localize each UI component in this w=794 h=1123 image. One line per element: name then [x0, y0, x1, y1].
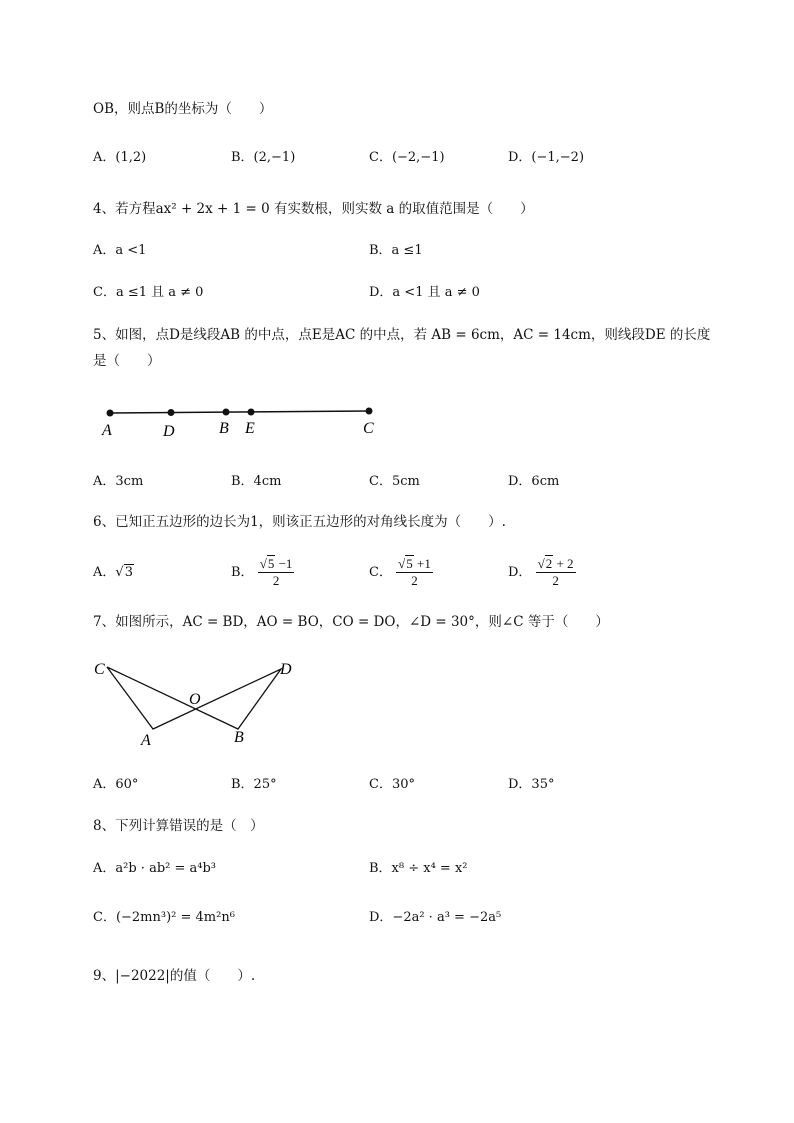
sqrt-icon: √5 — [398, 556, 413, 571]
q8-option-c: C．(−2mn³)² = 4m²n⁶ — [93, 910, 235, 925]
q5-option-a: A．3cm — [93, 474, 144, 489]
q3-option-c: C．(−2,−1) — [369, 150, 445, 165]
sqrt-icon: √3 — [115, 565, 133, 580]
label-o: O — [189, 691, 201, 708]
q7-stem: 7、如图所示，AC = BD，AO = BO，CO = DO，∠D = 30°，则∠C 等于（ ） — [93, 614, 609, 630]
q5-segment-figure — [95, 398, 395, 440]
q4-option-b: B．a ≤1 — [369, 243, 423, 258]
q8-option-d: D．−2a² · a³ = −2a⁵ — [369, 910, 502, 925]
q6-stem: 6、已知正五边形的边长为1，则该正五边形的对角线长度为（ ）. — [93, 514, 506, 530]
q7-option-c: C．30° — [369, 777, 415, 792]
q4-option-d: D．a <1 且 a ≠ 0 — [369, 285, 480, 300]
label-d: D — [163, 423, 175, 440]
q6-option-d-letter: D． — [508, 565, 532, 580]
label-a: A — [102, 422, 112, 439]
label-d: D — [280, 661, 292, 678]
q6-option-b — [231, 556, 294, 589]
q5-stem-line2: 是（ ） — [93, 353, 161, 369]
q6-option-b-letter: B． — [231, 565, 254, 580]
label-c: C — [94, 661, 105, 678]
point-a — [107, 410, 114, 417]
point-d — [168, 409, 175, 416]
point-c — [366, 408, 373, 415]
label-c: C — [363, 420, 374, 437]
segment-ac — [110, 411, 369, 413]
sqrt-icon: √2 — [537, 556, 553, 571]
q3-option-d: D．(−1,−2) — [508, 150, 585, 165]
point-e — [248, 409, 255, 416]
q6-option-c — [369, 556, 433, 589]
q6-option-c-letter: C． — [369, 565, 392, 580]
q3-option-b: B．(2,−1) — [231, 150, 296, 165]
q5-stem-line1: 5、如图，点D是线段AB 的中点，点E是AC 的中点，若 AB = 6cm，AC = 14cm，则线段DE 的长度 — [93, 327, 711, 343]
q6-option-b-fraction: $\frac{√5 -1}{2}$ — [259, 556, 293, 588]
q3-stem: OB，则点B的坐标为（ ） — [93, 101, 273, 117]
q6-option-c-fraction: $\frac{√5 +1}{2}$ — [398, 556, 431, 588]
q6-option-a — [93, 563, 134, 583]
q4-stem: 4、若方程ax² + 2x + 1 = 0 有实数根，则实数 a 的取值范围是（ ） — [93, 201, 534, 217]
q4-option-c: C．a ≤1 且 a ≠ 0 — [93, 285, 204, 300]
label-e: E — [245, 420, 255, 437]
q9-stem: 9、|−2022|的值（ ）. — [93, 968, 256, 984]
label-b: B — [234, 729, 244, 746]
q8-option-b: B．x⁸ ÷ x⁴ = x² — [369, 861, 468, 876]
q8-stem: 8、下列计算错误的是（ ） — [93, 818, 264, 834]
q3-option-a: A．(1,2) — [93, 150, 147, 165]
q6-option-a-radicand: 3 — [124, 565, 133, 580]
q8-option-a: A．a²b · ab² = a⁴b³ — [93, 861, 217, 876]
q4-option-a: A．a <1 — [93, 243, 147, 258]
point-b — [223, 409, 230, 416]
q7-option-a: A．60° — [93, 777, 139, 792]
q6-option-a-letter: A． — [93, 565, 116, 580]
q6-option-d-fraction: $\frac{√2 + 2}{2}$ — [537, 556, 574, 588]
q6-option-d — [508, 556, 576, 589]
label-a: A — [141, 732, 151, 749]
q5-option-c: C．5cm — [369, 474, 420, 489]
q5-option-b: B．4cm — [231, 474, 282, 489]
q7-triangle-figure — [90, 652, 310, 752]
q7-option-b: B．25° — [231, 777, 277, 792]
label-b: B — [219, 420, 229, 437]
sqrt-icon: √5 — [259, 556, 275, 571]
q5-option-d: D．6cm — [508, 474, 560, 489]
q7-option-d: D．35° — [508, 777, 555, 792]
